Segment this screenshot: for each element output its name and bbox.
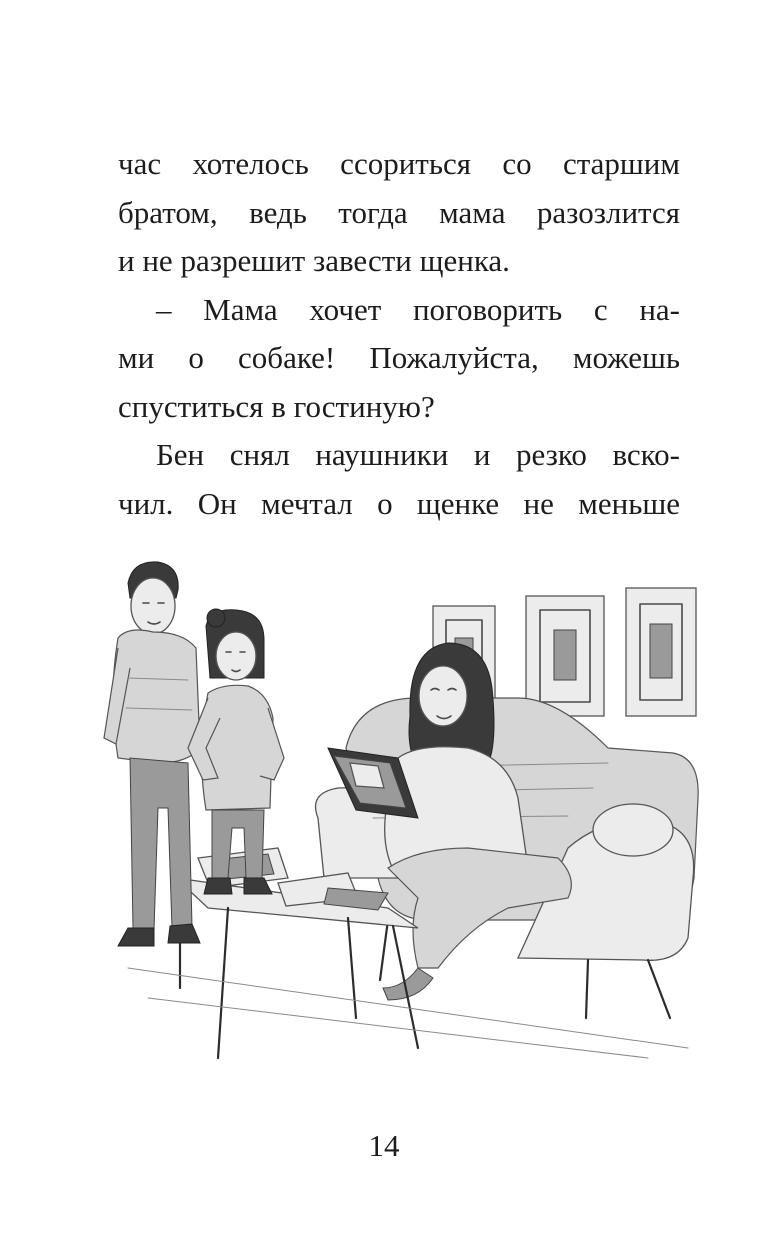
dialogue-line: – Мама хочет поговорить с на- [156, 291, 680, 327]
text-line: ми о собаке! Пожалуйста, можешь [118, 340, 680, 375]
story-text [118, 140, 680, 528]
page-number: 14 [368, 1128, 400, 1163]
illustration-family-living-room [88, 548, 708, 1078]
boy-figure [104, 562, 200, 946]
text-line: Бен снял наушники и резко вско- [156, 437, 680, 472]
text-line: спуститься в гостиную? [118, 388, 435, 424]
pencil-illustration [88, 548, 708, 1078]
text-line: час хотелось ссориться со старшим [118, 146, 680, 181]
text-line: братом, ведь тогда мама разозлится [118, 194, 680, 230]
text-line: и не разрешит завести щенка. [118, 243, 510, 278]
text-line: чил. Он мечтал о щенке не меньше [118, 485, 680, 521]
